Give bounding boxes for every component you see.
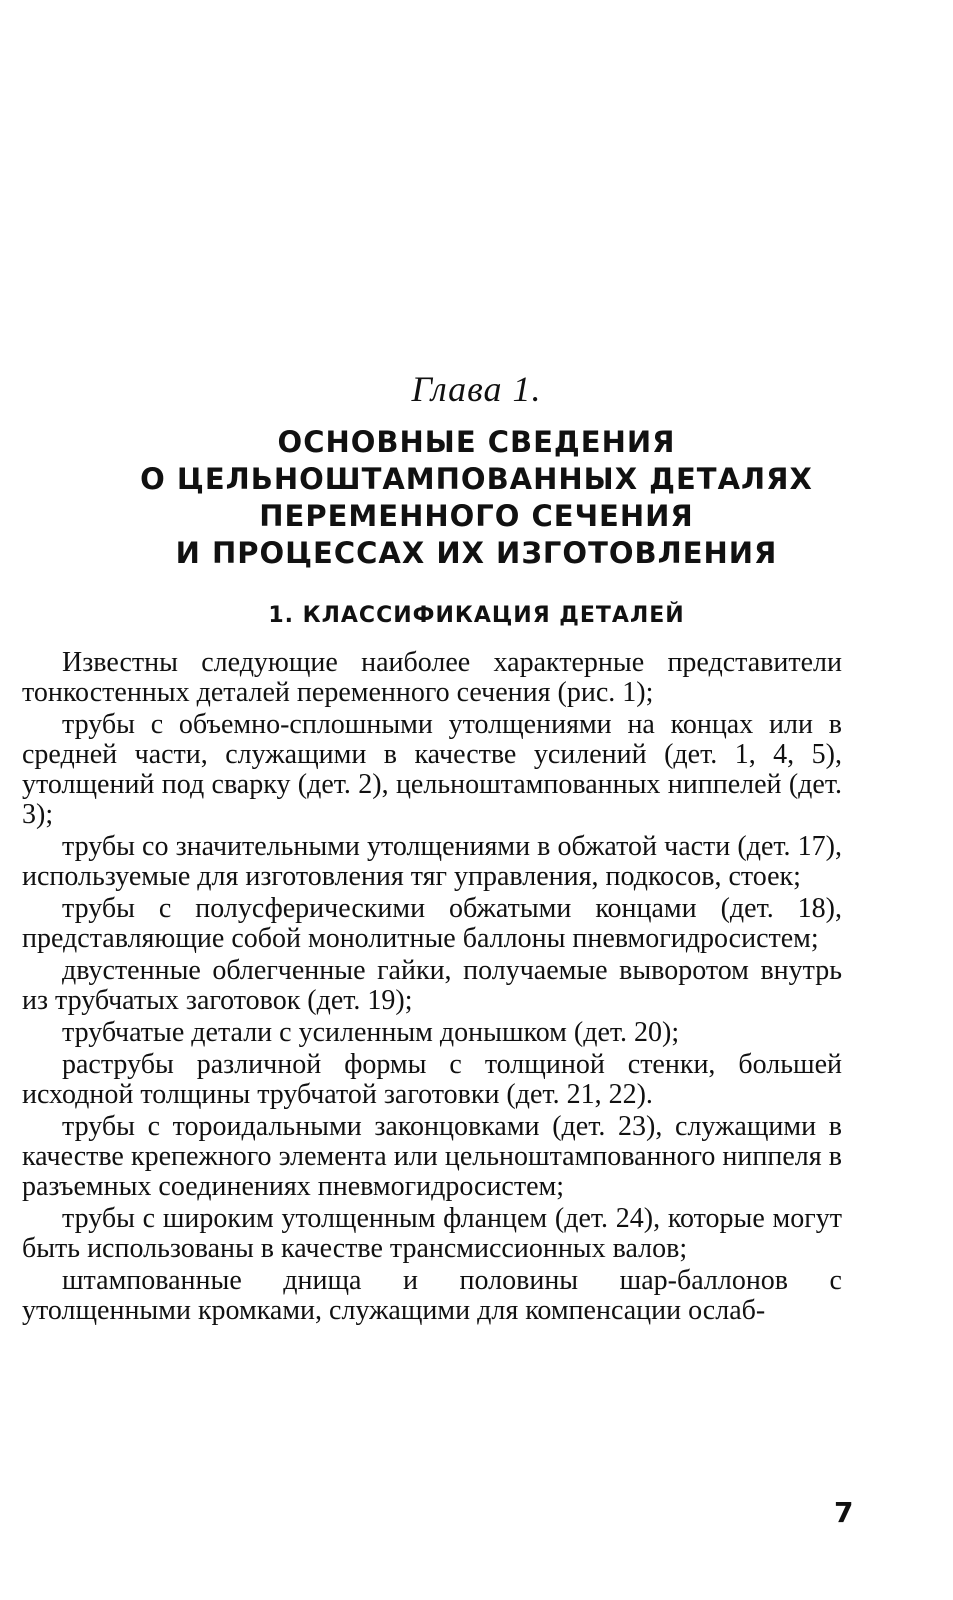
page-number: 7 bbox=[834, 1496, 854, 1529]
chapter-title bbox=[60, 424, 893, 572]
paragraph: трубы со значительными утолщениями в обжатой части (дет. 17), используемые для изготовления тяг управления, подкосов, стоек; bbox=[22, 831, 842, 892]
chapter-title-line: ОСНОВНЫЕ СВЕДЕНИЯ bbox=[277, 425, 676, 459]
paragraph: раструбы различной формы с толщиной стенки, большей исходной толщины трубчатой заготовки (дет. 21, 22). bbox=[22, 1049, 842, 1110]
paragraph: трубы с тороидальными законцовками (дет. 23), служащими в качестве крепежного элемента или цельноштампованного ниппеля в разъемных соединениях пневмогидросистем; bbox=[22, 1111, 842, 1202]
paragraph: трубы с широким утолщенным фланцем (дет. 24), которые могут быть использованы в качестве трансмиссионных валов; bbox=[22, 1203, 842, 1264]
paragraph: штампованные днища и половины шар-баллонов с утолщенными кромками, служащими для компенсации ослаб- bbox=[22, 1265, 842, 1326]
chapter-title-line: О ЦЕЛЬНОШТАМПОВАННЫХ ДЕТАЛЯХ bbox=[140, 462, 813, 496]
section-title: 1. КЛАССИФИКАЦИЯ ДЕТАЛЕЙ bbox=[268, 603, 685, 628]
chapter-title-line: И ПРОЦЕССАХ ИХ ИЗГОТОВЛЕНИЯ bbox=[175, 536, 778, 570]
paragraph: двустенные облегченные гайки, получаемые выворотом внутрь из трубчатых заготовок (дет. 19); bbox=[22, 955, 842, 1016]
paragraph: трубы с полусферическими обжатыми концами (дет. 18), представляющие собой монолитные баллоны пневмогидросистем; bbox=[22, 893, 842, 954]
chapter-label: Глава 1. bbox=[411, 369, 542, 409]
paragraph: трубы с объемно-сплошными утолщениями на концах или в средней части, служащими в качестве усилений (дет. 1, 4, 5), утолщений под сварку (дет. 2), цельноштампованных ниппелей (дет. 3); bbox=[22, 709, 842, 830]
paragraph: трубчатые детали с усиленным донышком (дет. 20); bbox=[62, 1017, 680, 1048]
chapter-title-line: ПЕРЕМЕННОГО СЕЧЕНИЯ bbox=[259, 499, 694, 533]
paragraph: Известны следующие наиболее характерные представители тонкостенных деталей переменного сечения (рис. 1); bbox=[22, 647, 842, 708]
body-text bbox=[22, 648, 842, 1328]
